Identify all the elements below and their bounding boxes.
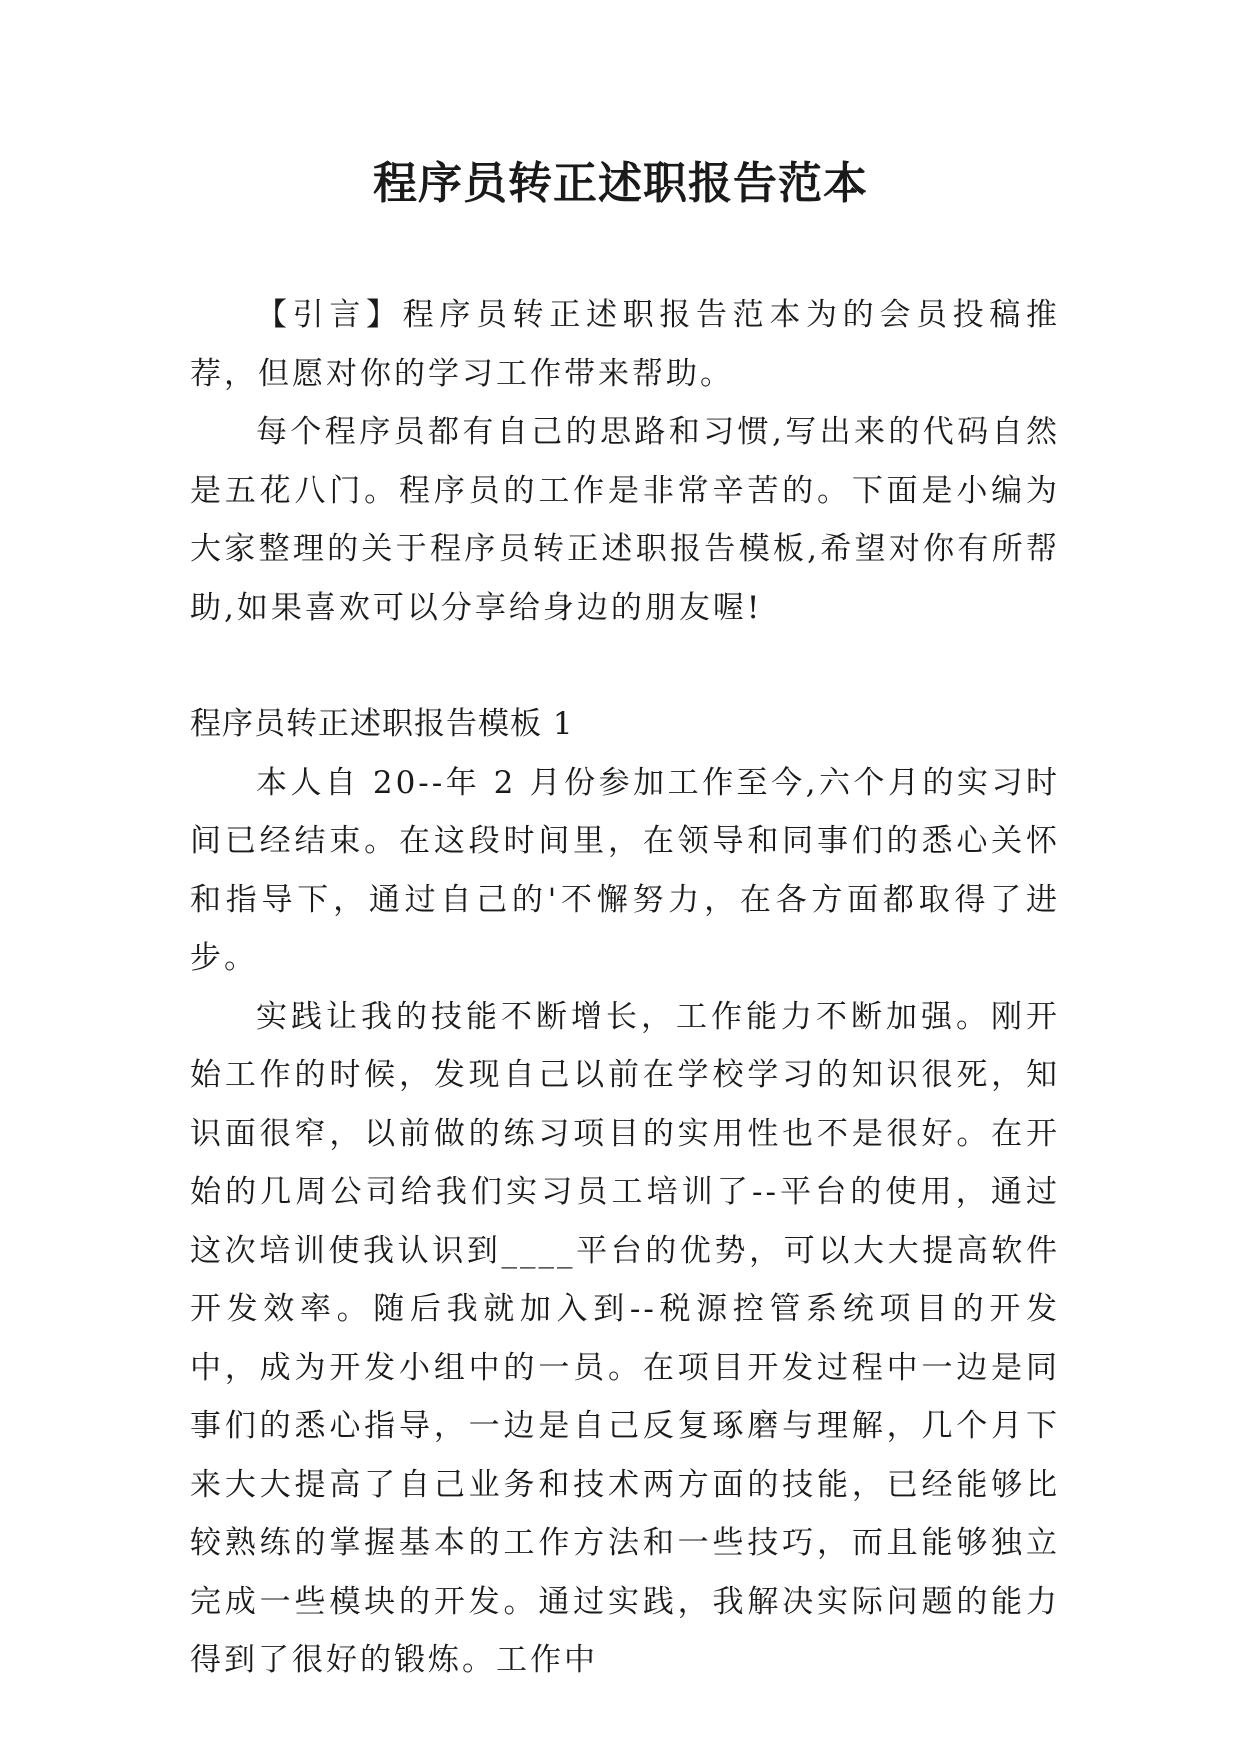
- section-paragraph-1: 本人自 20--年 2 月份参加工作至今,六个月的实习时间已经结束。在这段时间里，在领导和同事们的悉心关怀和指导下，通过自己的'不懈努力，在各方面都取得了进步。: [190, 764, 1060, 976]
- intro-paragraph-2: 每个程序员都有自己的思路和习惯,写出来的代码自然是五花八门。程序员的工作是非常辛苦的。下面是小编为大家整理的关于程序员转正述职报告模板,希望对你有所帮助,如果喜欢可以分享给身边的朋友喔!: [190, 414, 1060, 626]
- section-paragraph-2: 实践让我的技能不断增长，工作能力不断加强。刚开始工作的时候，发现自己以前在学校学习的知识很死，知识面很窄，以前做的练习项目的实用性也不是很好。在开始的几周公司给我们实习员工培训了--平台的使用，通过这次培训使我认识到____平台的优势，可以大大提高软件开发效率。随后我就加入到--税源控管系统项目的开发中，成为开发小组中的一员。在项目开发过程中一边是同事们的悉心指导，一边是自己反复琢磨与理解，几个月下来大大提高了自己业务和技术两方面的技能，已经能够比较熟练的掌握基本的工作方法和一些技巧，而且能够独立完成一些模块的开发。通过实践，我解决实际问题的能力得到了很好的锻炼。工作中: [190, 998, 1060, 1678]
- document-body: [190, 286, 1060, 1690]
- section-heading: 程序员转正述职报告模板 1: [190, 706, 574, 742]
- intro-paragraph: 【引言】程序员转正述职报告范本为的会员投稿推荐，但愿对你的学习工作带来帮助。: [190, 297, 1060, 392]
- document-title: 程序员转正述职报告范本: [373, 158, 868, 209]
